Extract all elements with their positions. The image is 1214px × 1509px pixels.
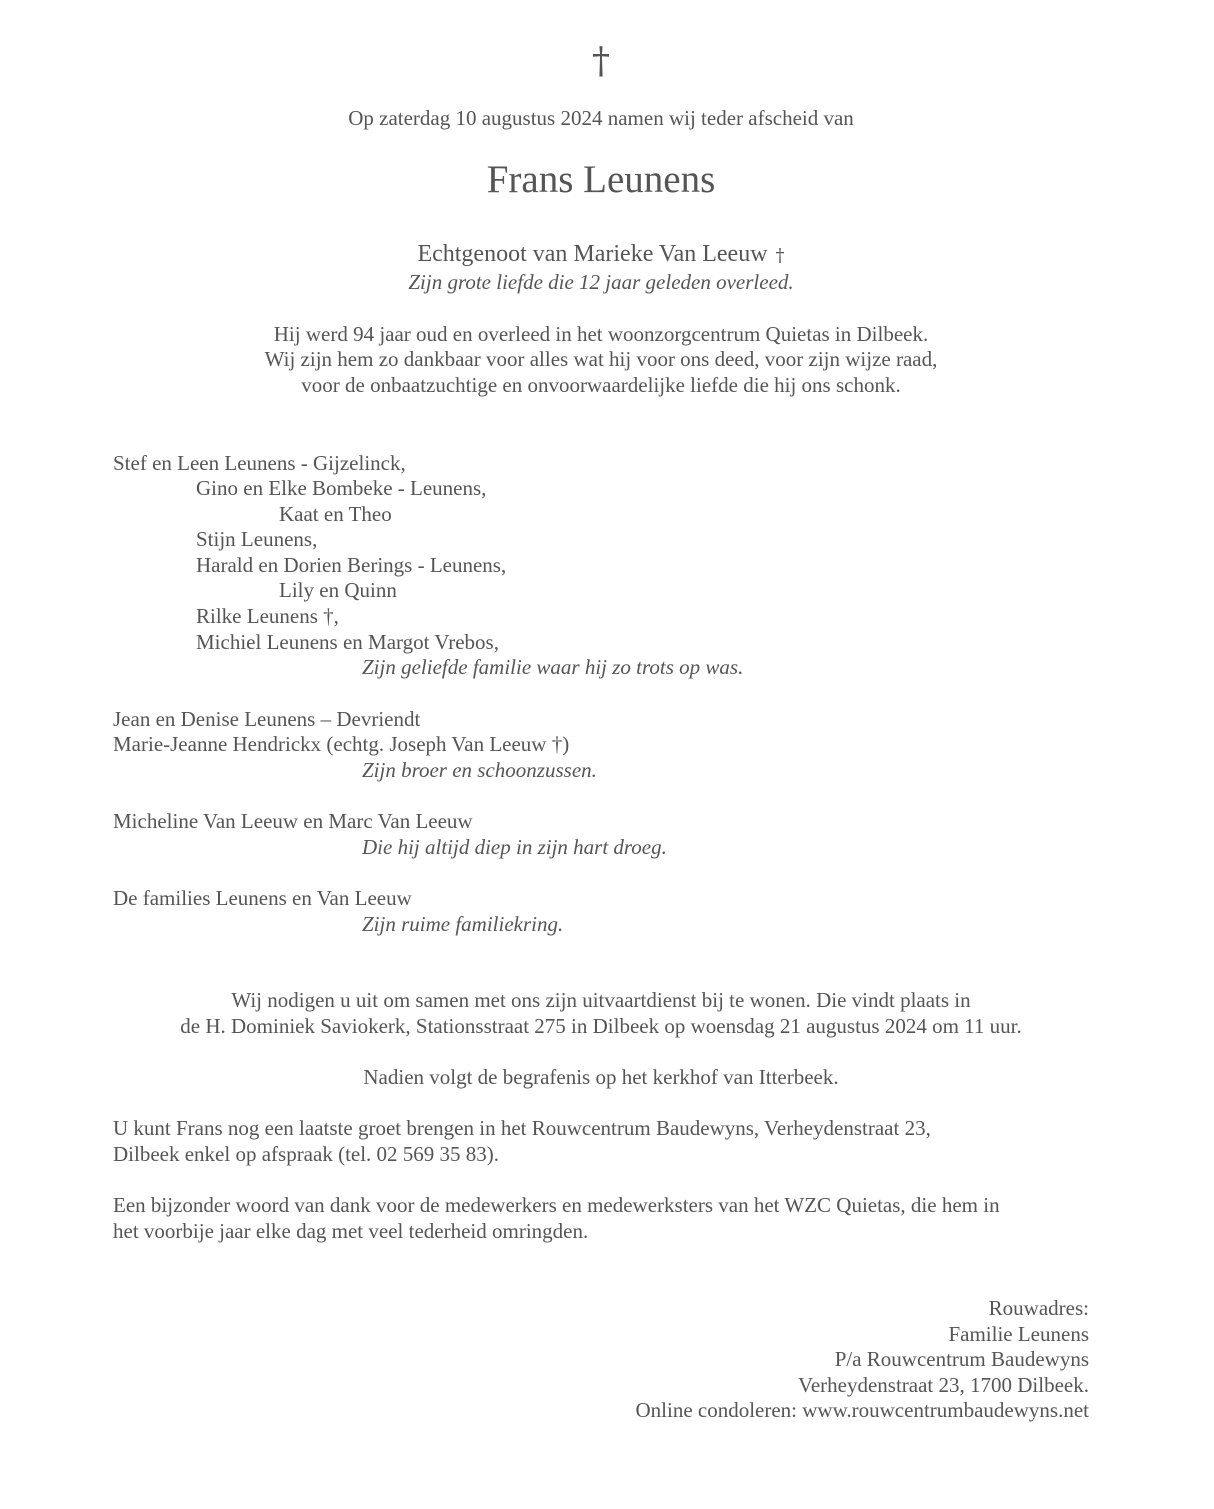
ceremony-line: Wij nodigen u uit om samen met ons zijn uitvaartdienst bij te wonen. Die vindt plaats in: [231, 988, 971, 1012]
family-member: Michiel Leunens en Margot Vrebos,: [196, 630, 499, 654]
address-line: Familie Leunens: [948, 1322, 1089, 1346]
family-member: De families Leunens en Van Leeuw: [113, 886, 412, 910]
spouse-text: Echtgenoot van Marieke Van Leeuw: [417, 241, 768, 267]
family-member: Rilke Leunens †,: [196, 604, 339, 628]
family-caption: Die hij altijd diep in zijn hart droeg.: [362, 835, 667, 859]
thanks-line: het voorbije jaar elke dag met veel tederheid omringden.: [113, 1219, 589, 1243]
family-caption: Zijn geliefde familie waar hij zo trots op was.: [362, 655, 744, 679]
family-member: Harald en Dorien Berings - Leunens,: [196, 553, 507, 577]
intro-line: Op zaterdag 10 augustus 2024 namen wij teder afscheid van: [348, 106, 854, 130]
family-member: Stijn Leunens,: [196, 527, 318, 551]
address-line: Verheydenstraat 23, 1700 Dilbeek.: [798, 1373, 1089, 1397]
family-member: Jean en Denise Leunens – Devriendt: [113, 707, 421, 731]
family-caption: Zijn ruime familiekring.: [362, 912, 564, 936]
family-member: Marie-Jeanne Hendrickx (echtg. Joseph Van Leeuw †): [113, 732, 570, 756]
address-line: P/a Rouwcentrum Baudewyns: [834, 1347, 1089, 1371]
burial-line: Nadien volgt de begrafenis op het kerkhof van Itterbeek.: [363, 1065, 839, 1089]
visit-line: U kunt Frans nog een laatste groet brengen in het Rouwcentrum Baudewyns, Verheydenstraat 23,: [113, 1116, 931, 1140]
thanks-line: Een bijzonder woord van dank voor de medewerkers en medewerksters van het WZC Quietas, die hem in: [113, 1193, 1000, 1217]
intro-paragraph-line: Wij zijn hem zo dankbaar voor alles wat hij voor ons deed, voor zijn wijze raad,: [264, 347, 938, 371]
dagger-icon: †: [775, 245, 785, 266]
address-line: Rouwadres:: [988, 1296, 1089, 1320]
visit-line: Dilbeek enkel op afspraak (tel. 02 569 35 83).: [113, 1142, 500, 1166]
intro-paragraph-line: voor de onbaatzuchtige en onvoorwaardelijke liefde die hij ons schonk.: [301, 373, 901, 397]
intro-paragraph-line: Hij werd 94 jaar oud en overleed in het woonzorgcentrum Quietas in Dilbeek.: [273, 322, 929, 346]
family-caption: Zijn broer en schoonzussen.: [362, 758, 597, 782]
family-member: Stef en Leen Leunens - Gijzelinck,: [113, 451, 406, 475]
family-member: Gino en Elke Bombeke - Leunens,: [196, 476, 487, 500]
family-member: Lily en Quinn: [279, 578, 397, 602]
family-member: Kaat en Theo: [279, 502, 392, 526]
ceremony-line: de H. Dominiek Saviokerk, Stationsstraat 275 in Dilbeek op woensdag 21 augustus 2024 om 11 uur.: [180, 1014, 1022, 1038]
cross-icon: †: [592, 41, 610, 82]
spouse-line: [0, 242, 1202, 266]
family-member: Micheline Van Leeuw en Marc Van Leeuw: [113, 809, 473, 833]
spouse-subtitle: Zijn grote liefde die 12 jaar geleden overleed.: [408, 270, 794, 294]
condolence-link[interactable]: Online condoleren: www.rouwcentrumbaudewyns.net: [635, 1398, 1089, 1422]
deceased-name: Frans Leunens: [486, 158, 716, 201]
